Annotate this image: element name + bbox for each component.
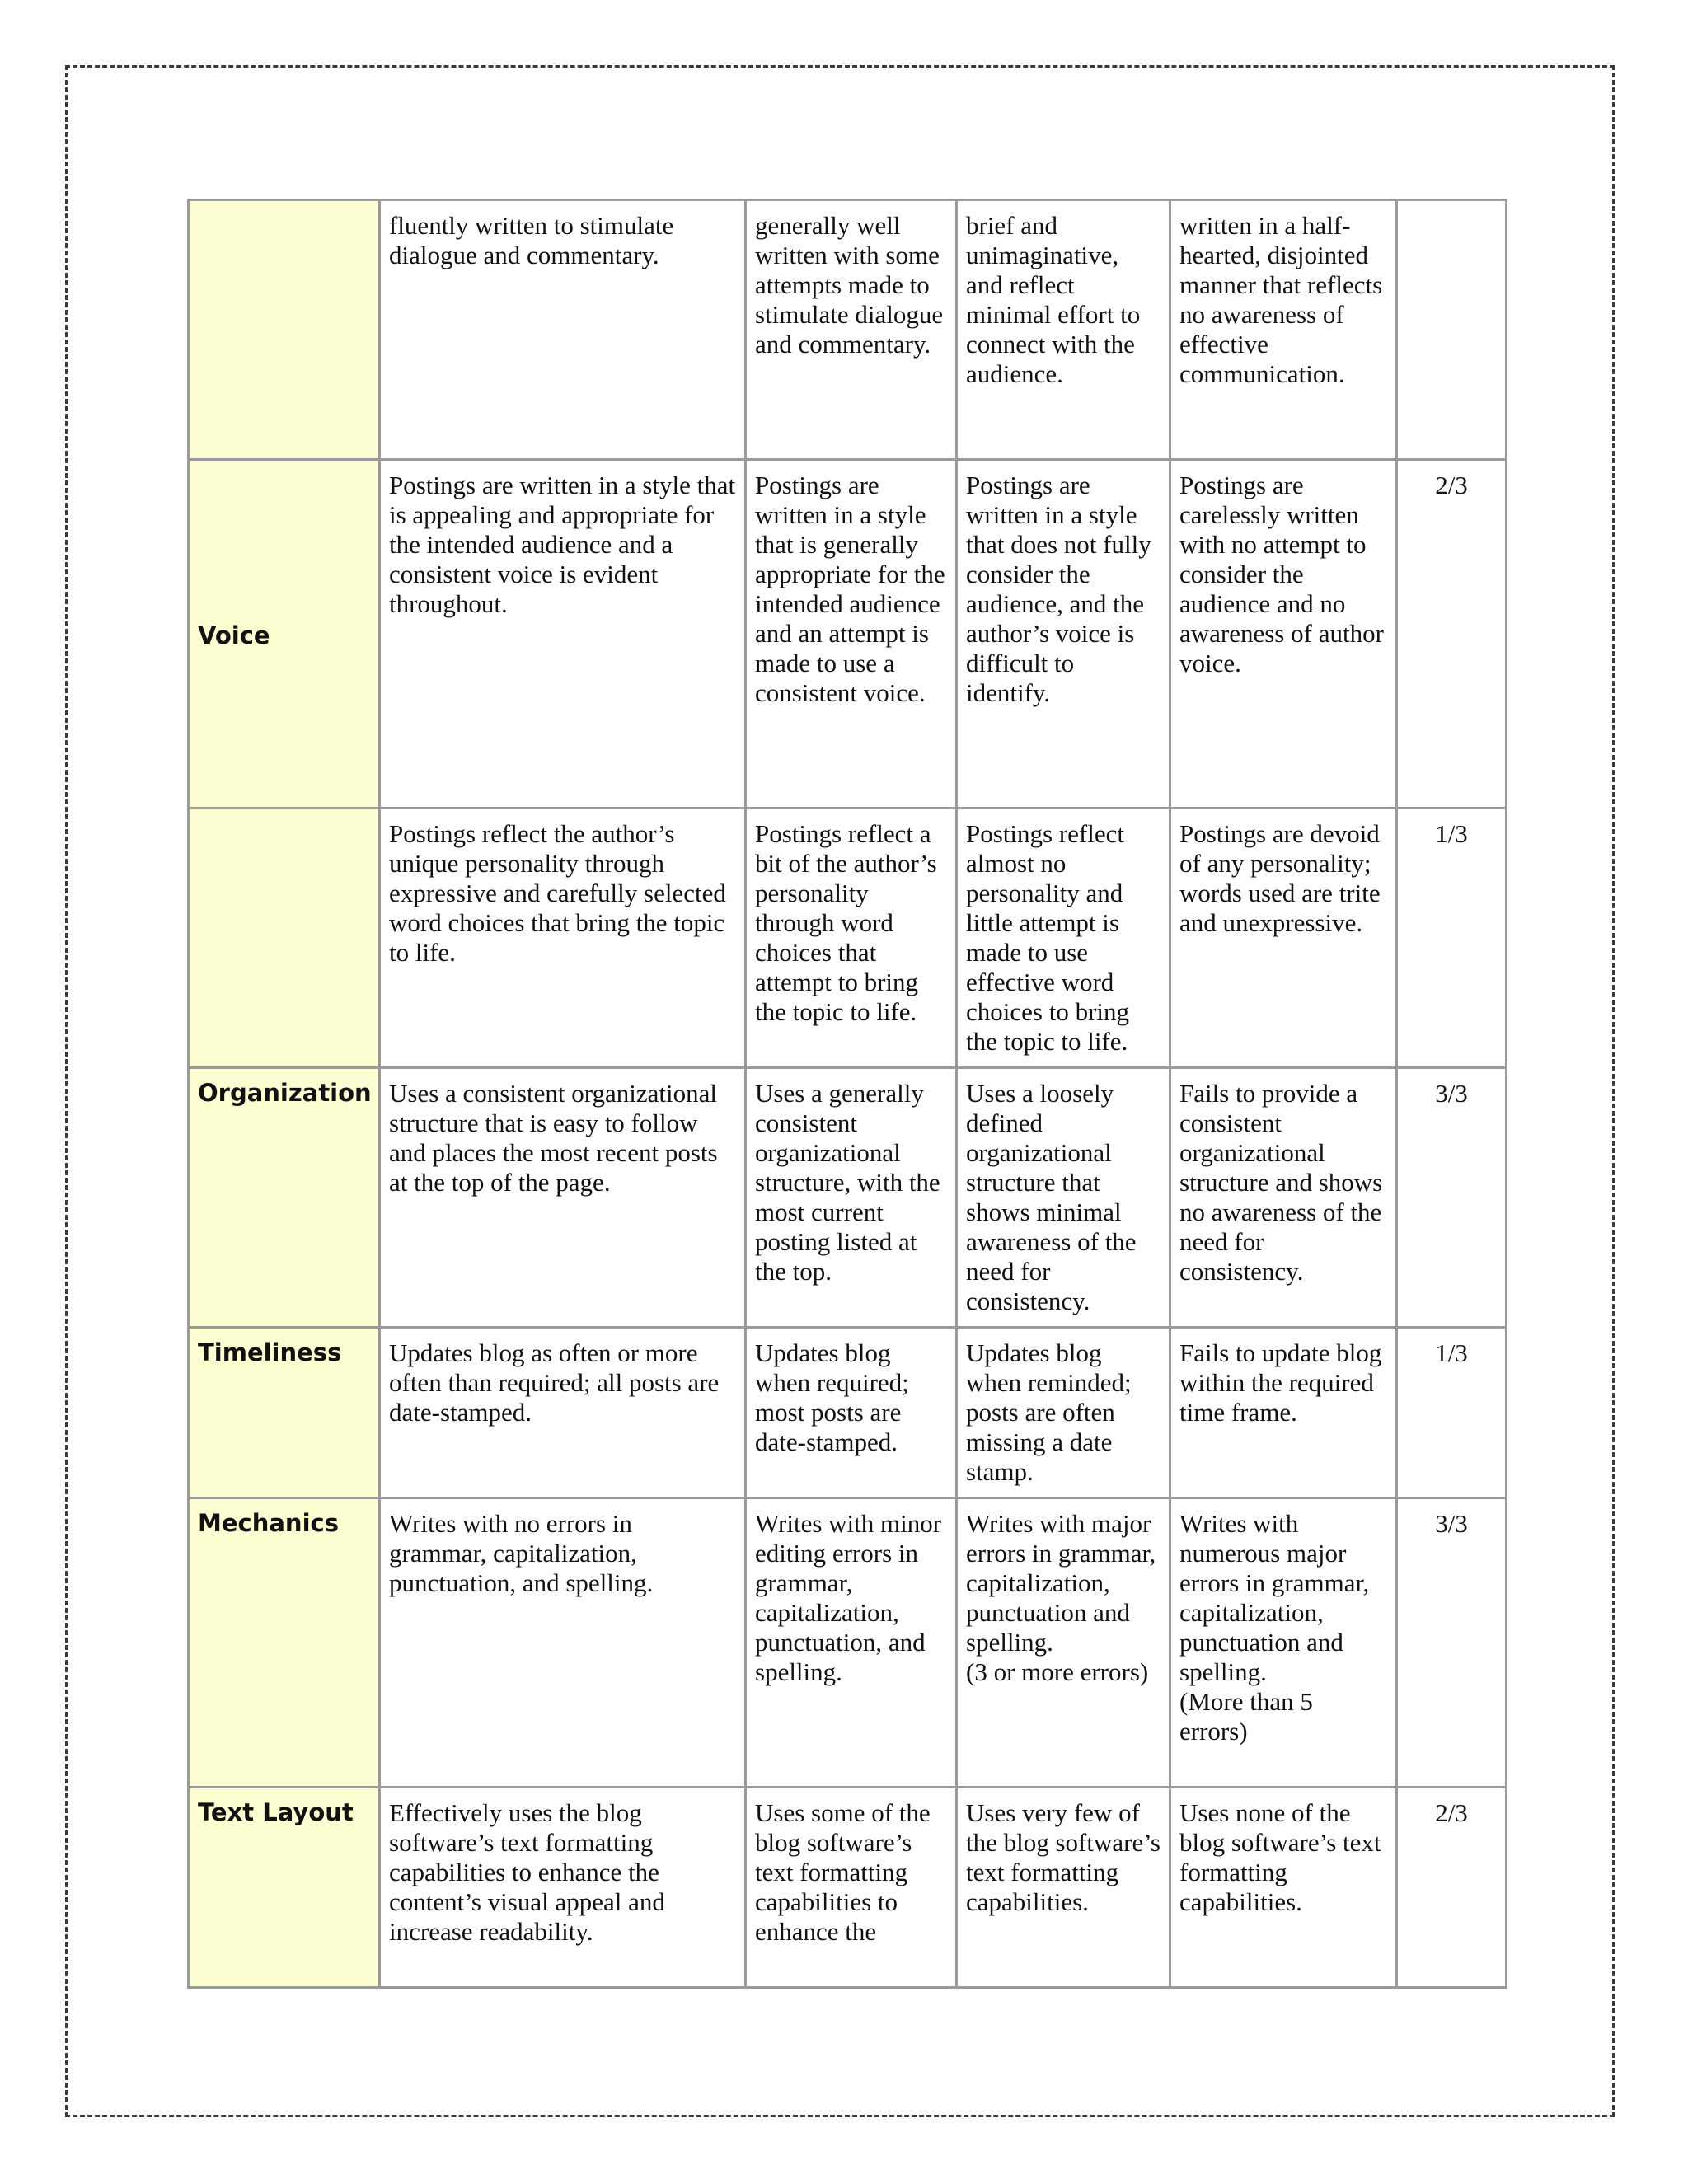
category-cell: Voice bbox=[190, 461, 378, 807]
partially-proficient-cell: Uses a loosely defined organizational structure that shows minimal awareness of the need for consistency. bbox=[958, 1069, 1169, 1326]
exemplary-cell: Uses a consistent organizational structure that is easy to follow and places the most recent posts at the top of the page. bbox=[381, 1069, 744, 1326]
proficient-cell: Updates blog when required; most posts are date-stamped. bbox=[747, 1329, 955, 1497]
proficient-cell: Postings are written in a style that is generally appropriate for the intended audience and an attempt is made to use a consistent voice. bbox=[747, 461, 955, 807]
score-cell bbox=[1398, 201, 1505, 458]
category-cell: Text Layout bbox=[190, 1788, 378, 1986]
incomplete-cell: Postings are carelessly written with no attempt to consider the audience and no awareness of author voice. bbox=[1171, 461, 1395, 807]
rubric-row bbox=[190, 1329, 1505, 1497]
rubric-row bbox=[190, 1499, 1505, 1786]
partially-proficient-cell: brief and unimaginative, and reflect minimal effort to connect with the audience. bbox=[958, 201, 1169, 458]
rubric-row bbox=[190, 1069, 1505, 1326]
exemplary-cell: Postings reflect the author’s unique personality through expressive and carefully selected word choices that bring the topic to life. bbox=[381, 809, 744, 1066]
exemplary-cell: Updates blog as often or more often than required; all posts are date-stamped. bbox=[381, 1329, 744, 1497]
rubric-table bbox=[187, 199, 1507, 1989]
partially-proficient-cell: Uses very few of the blog software’s text formatting capabilities. bbox=[958, 1788, 1169, 1986]
rubric-row bbox=[190, 1788, 1505, 1986]
score-cell: 2/3 bbox=[1398, 461, 1505, 807]
rubric-row bbox=[190, 461, 1505, 807]
partially-proficient-cell: Updates blog when reminded; posts are often missing a date stamp. bbox=[958, 1329, 1169, 1497]
rubric-row bbox=[190, 201, 1505, 458]
proficient-cell: Postings reflect a bit of the author’s personality through word choices that attempt to bring the topic to life. bbox=[747, 809, 955, 1066]
incomplete-cell: Writes with numerous major errors in grammar, capitalization, punctuation and spelling. (More than 5 errors) bbox=[1171, 1499, 1395, 1786]
rubric-row bbox=[190, 809, 1505, 1066]
score-cell: 3/3 bbox=[1398, 1499, 1505, 1786]
partially-proficient-cell: Postings are written in a style that does not fully consider the audience, and the author’s voice is difficult to identify. bbox=[958, 461, 1169, 807]
score-cell: 3/3 bbox=[1398, 1069, 1505, 1326]
score-cell: 1/3 bbox=[1398, 1329, 1505, 1497]
incomplete-cell: written in a half-hearted, disjointed manner that reflects no awareness of effective communication. bbox=[1171, 201, 1395, 458]
proficient-cell: Uses some of the blog software’s text formatting capabilities to enhance the bbox=[747, 1788, 955, 1986]
proficient-cell: Uses a generally consistent organizational structure, with the most current posting listed at the top. bbox=[747, 1069, 955, 1326]
incomplete-cell: Postings are devoid of any personality; words used are trite and unexpressive. bbox=[1171, 809, 1395, 1066]
proficient-cell: generally well written with some attempts made to stimulate dialogue and commentary. bbox=[747, 201, 955, 458]
exemplary-cell: fluently written to stimulate dialogue and commentary. bbox=[381, 201, 744, 458]
incomplete-cell: Fails to update blog within the required time frame. bbox=[1171, 1329, 1395, 1497]
exemplary-cell: Effectively uses the blog software’s text formatting capabilities to enhance the content’s visual appeal and increase readability. bbox=[381, 1788, 744, 1986]
incomplete-cell: Uses none of the blog software’s text formatting capabilities. bbox=[1171, 1788, 1395, 1986]
exemplary-cell: Postings are written in a style that is appealing and appropriate for the intended audience and a consistent voice is evident throughout. bbox=[381, 461, 744, 807]
category-cell: Organization bbox=[190, 1069, 378, 1326]
category-cell: Timeliness bbox=[190, 1329, 378, 1497]
proficient-cell: Writes with minor editing errors in grammar, capitalization, punctuation, and spelling. bbox=[747, 1499, 955, 1786]
category-cell: Mechanics bbox=[190, 1499, 378, 1786]
score-cell: 2/3 bbox=[1398, 1788, 1505, 1986]
partially-proficient-cell: Writes with major errors in grammar, capitalization, punctuation and spelling. (3 or more errors) bbox=[958, 1499, 1169, 1786]
score-cell: 1/3 bbox=[1398, 809, 1505, 1066]
exemplary-cell: Writes with no errors in grammar, capitalization, punctuation, and spelling. bbox=[381, 1499, 744, 1786]
partially-proficient-cell: Postings reflect almost no personality and little attempt is made to use effective word choices to bring the topic to life. bbox=[958, 809, 1169, 1066]
category-cell bbox=[190, 201, 378, 458]
category-cell bbox=[190, 809, 378, 1066]
incomplete-cell: Fails to provide a consistent organizational structure and shows no awareness of the need for consistency. bbox=[1171, 1069, 1395, 1326]
